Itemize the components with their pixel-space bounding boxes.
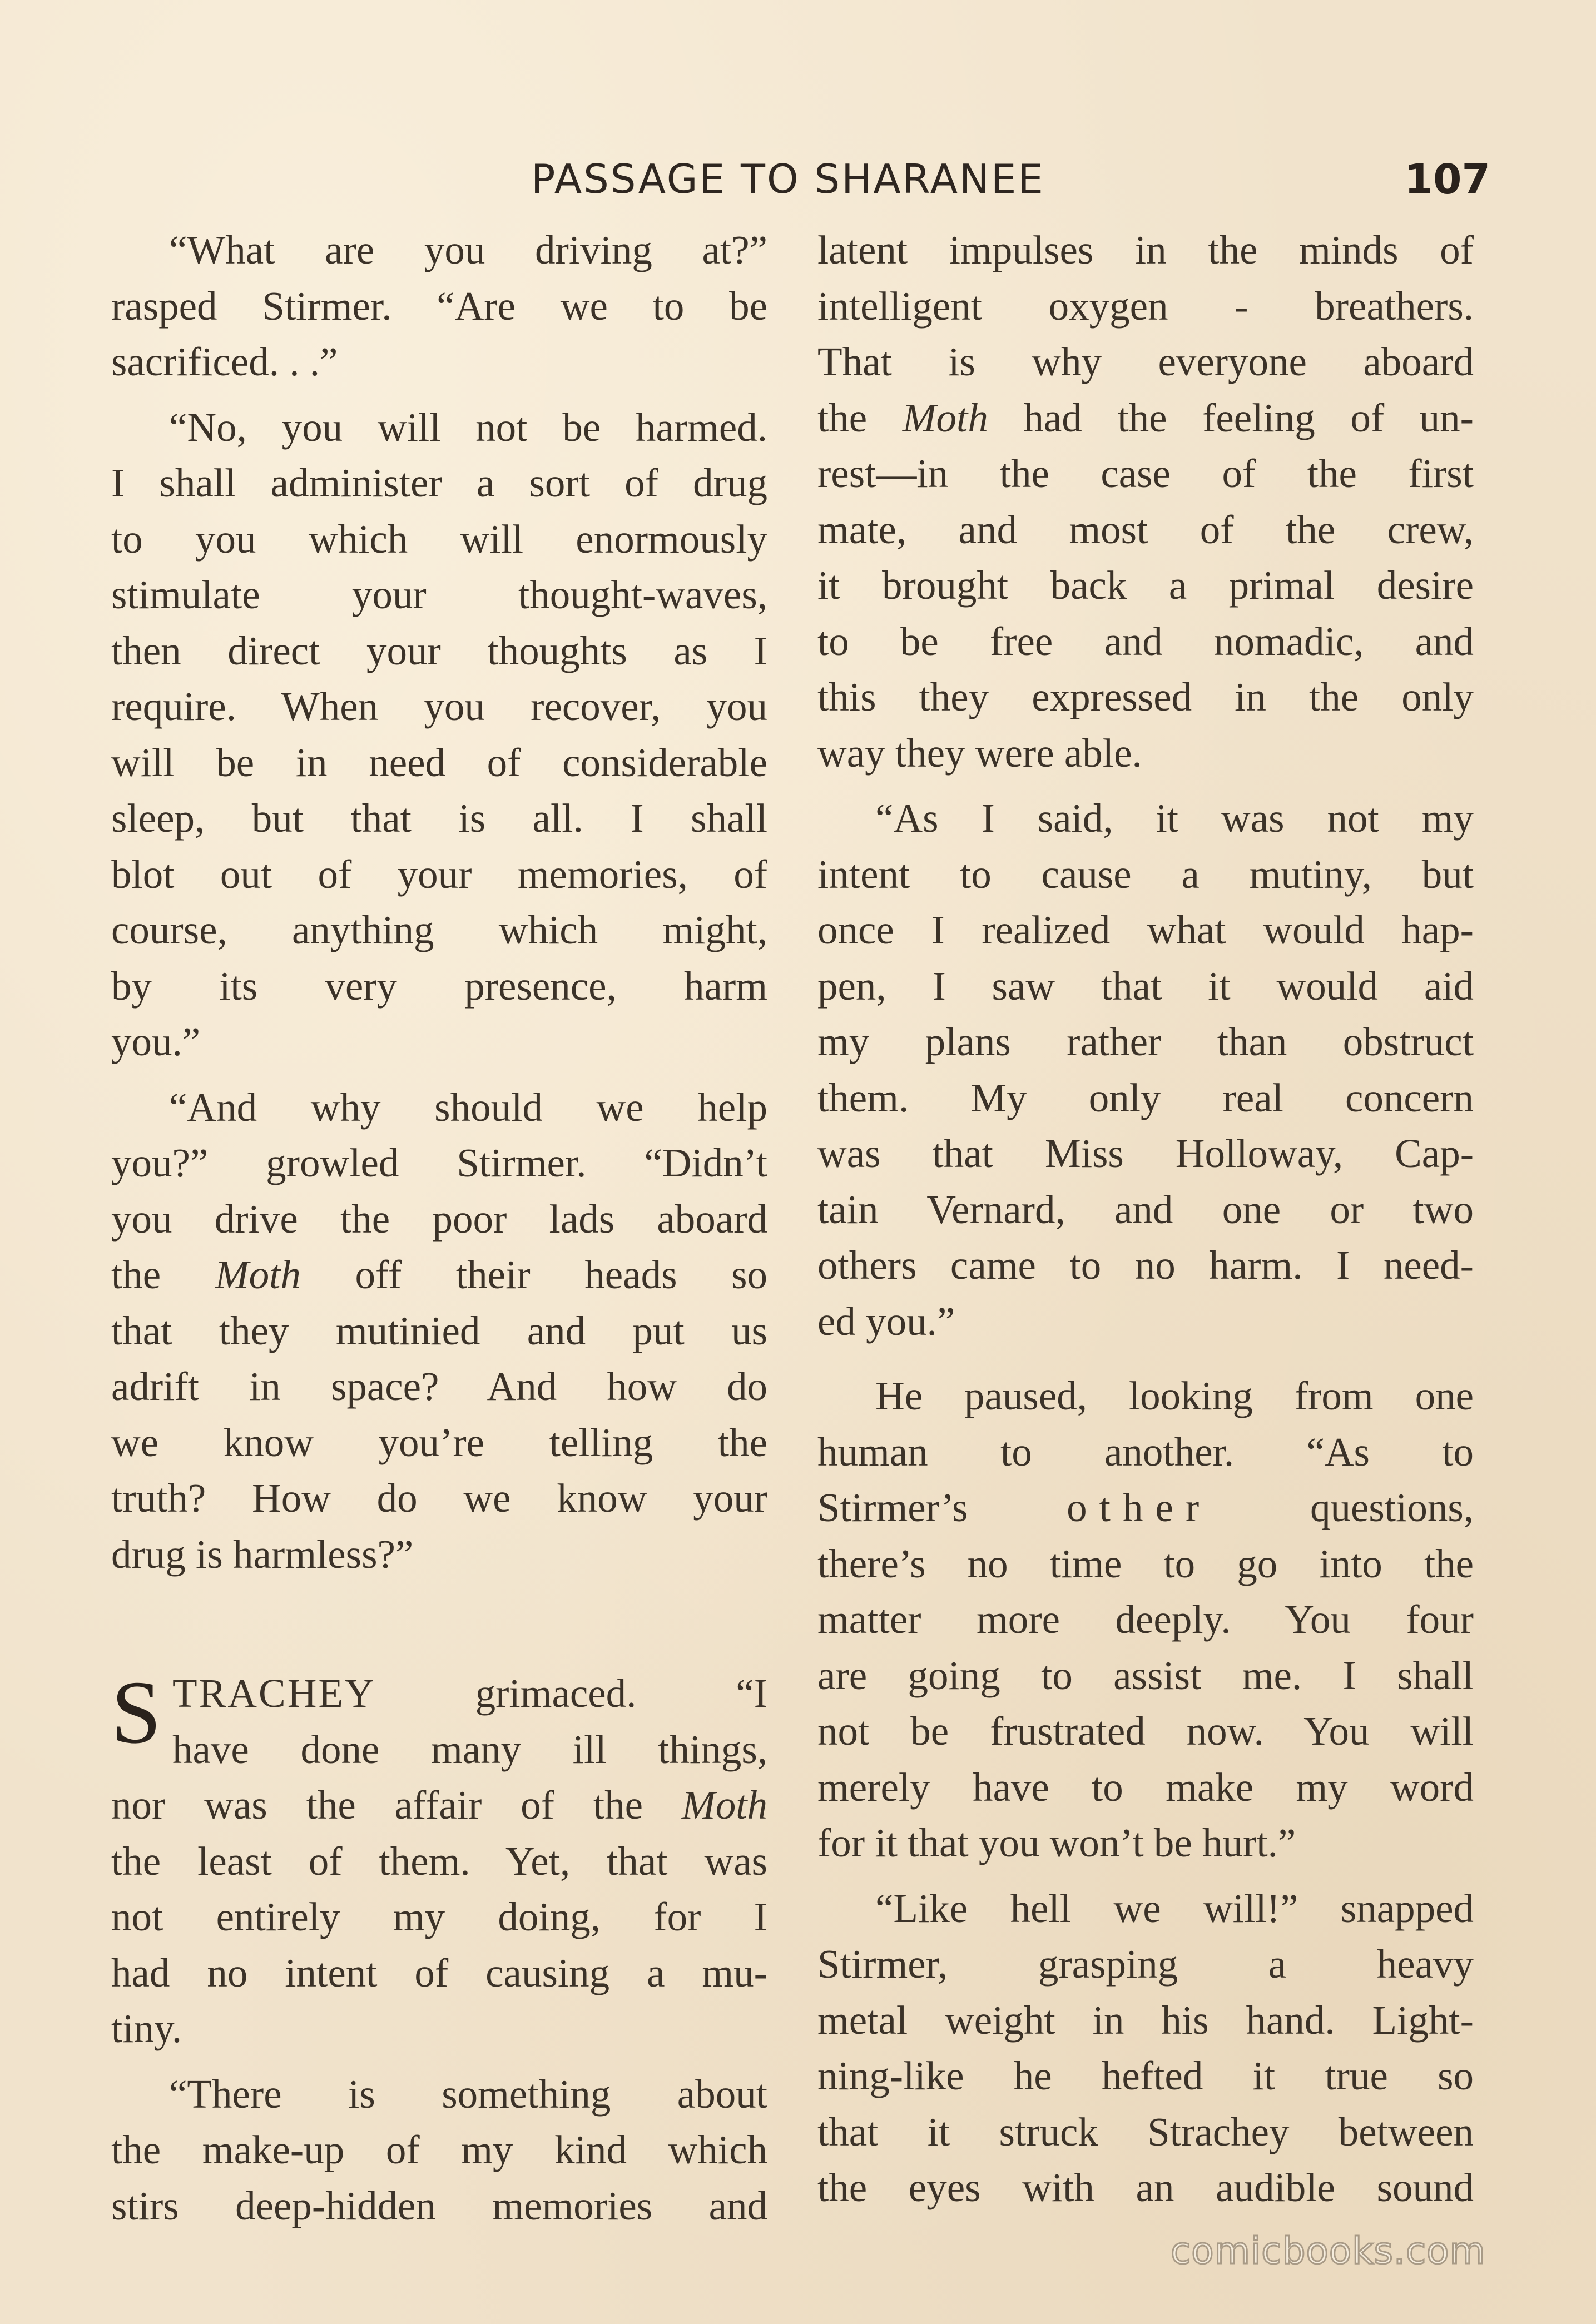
text-line: “No, you will not be harmed. bbox=[169, 404, 767, 450]
paragraph bbox=[817, 791, 1474, 1349]
text-line bbox=[817, 1480, 1474, 1536]
text-line: this they expressed in the only bbox=[817, 674, 1474, 719]
text-line: human to another. “As to bbox=[817, 1429, 1474, 1474]
text-line: “And why should we help bbox=[169, 1084, 767, 1130]
text-line: “Like hell we will!” snapped bbox=[875, 1885, 1474, 1931]
text-line: ed you.” bbox=[817, 1298, 955, 1344]
text-line: once I realized what would hap- bbox=[817, 907, 1474, 952]
paragraph bbox=[111, 1080, 767, 1583]
text-span: had the feeling of un- bbox=[988, 395, 1474, 440]
text-line: the least of them. Yet, that was bbox=[111, 1838, 767, 1884]
left-column bbox=[111, 222, 767, 2234]
text-line: are going to assist me. I shall bbox=[817, 1652, 1474, 1698]
text-span: nor was the affair of the bbox=[111, 1782, 682, 1828]
running-header bbox=[111, 150, 1490, 211]
text-span: off their heads so bbox=[300, 1252, 767, 1297]
text-line: stirs deep-hidden memories and bbox=[111, 2183, 767, 2228]
text-line: way they were able. bbox=[817, 730, 1142, 776]
text-line: had no intent of causing a mu- bbox=[111, 1950, 767, 1995]
ship-name: Moth bbox=[215, 1252, 301, 1297]
text-line: have done many ill things, bbox=[172, 1726, 767, 1772]
text-line bbox=[111, 1247, 767, 1303]
text-line: not be frustrated now. You will bbox=[817, 1709, 1474, 1754]
text-line: to be free and nomadic, and bbox=[817, 618, 1474, 664]
text-line: you drive the poor lads aboard bbox=[111, 1196, 767, 1242]
text-line: “As I said, it was not my bbox=[875, 796, 1474, 841]
text-line: truth? How do we know your bbox=[111, 1476, 767, 1521]
text-line: that they mutinied and put us bbox=[111, 1308, 767, 1353]
text-line: stimulate your thought-waves, bbox=[111, 572, 767, 617]
text-line: not entirely my doing, for I bbox=[111, 1894, 767, 1939]
text-line bbox=[111, 1777, 767, 1834]
text-line: intelligent oxygen - breathers. bbox=[817, 283, 1474, 329]
text-line: sacrificed. . .” bbox=[111, 339, 338, 384]
text-line: latent impulses in the minds of bbox=[817, 227, 1474, 272]
text-line: course, anything which might, bbox=[111, 907, 767, 952]
text-line: it brought back a primal desire bbox=[817, 563, 1474, 608]
text-line: Stirmer, grasping a heavy bbox=[817, 1941, 1474, 1987]
paragraph bbox=[817, 1368, 1474, 1871]
text-span: TRACHEY bbox=[172, 1671, 376, 1716]
text-line: rest—in the case of the first bbox=[817, 451, 1474, 496]
text-line: “What are you driving at?” bbox=[169, 227, 767, 272]
ship-name: Moth bbox=[681, 1782, 767, 1828]
text-line: rasped Stirmer. “Are we to be bbox=[111, 283, 767, 329]
text-line: for it that you won’t be hurt.” bbox=[817, 1820, 1296, 1865]
text-line: drug is harmless?” bbox=[111, 1531, 414, 1577]
running-title: PASSAGE TO SHARANEE bbox=[531, 156, 1045, 202]
text-span: grimaced. “I bbox=[375, 1671, 767, 1716]
text-span: questions, bbox=[1211, 1485, 1474, 1530]
text-line: tiny. bbox=[111, 2006, 182, 2051]
text-span: Stirmer’s bbox=[817, 1485, 1067, 1530]
emphasis-spaced: other bbox=[1067, 1485, 1212, 1530]
text-line: intent to cause a mutiny, but bbox=[817, 851, 1474, 897]
text-line: will be in need of considerable bbox=[111, 739, 767, 785]
text-line: That is why everyone aboard bbox=[817, 339, 1474, 384]
text-line: tain Vernard, and one or two bbox=[817, 1186, 1474, 1232]
text-line: you?” growled Stirmer. “Didn’t bbox=[111, 1140, 767, 1185]
text-line: mate, and most of the crew, bbox=[817, 506, 1474, 552]
text-line bbox=[817, 390, 1474, 446]
paragraph bbox=[111, 1663, 767, 2057]
text-line: others came to no harm. I need- bbox=[817, 1243, 1474, 1288]
text-line: ning-like he hefted it true so bbox=[817, 2053, 1474, 2098]
text-line: I shall administer a sort of drug bbox=[111, 460, 767, 505]
paragraph bbox=[111, 400, 767, 1070]
drop-cap: S bbox=[111, 1663, 162, 1762]
paragraph bbox=[817, 1881, 1474, 2216]
watermark: comicbooks.com bbox=[1171, 2229, 1486, 2272]
text-line: the eyes with an audible sound bbox=[817, 2165, 1474, 2210]
text-line: there’s no time to go into the bbox=[817, 1541, 1474, 1586]
text-line: “There is something about bbox=[169, 2071, 767, 2117]
paragraph bbox=[111, 222, 767, 390]
paragraph bbox=[817, 222, 1474, 781]
text-line: merely have to make my word bbox=[817, 1764, 1474, 1810]
text-line: you.” bbox=[111, 1019, 201, 1064]
paragraph bbox=[111, 2067, 767, 2234]
text-line: that it struck Strachey between bbox=[817, 2109, 1474, 2154]
text-line: He paused, looking from one bbox=[875, 1373, 1474, 1418]
ship-name: Moth bbox=[902, 395, 988, 440]
text-line: we know you’re telling the bbox=[111, 1419, 767, 1465]
page-number: 107 bbox=[1404, 156, 1490, 203]
text-line: pen, I saw that it would aid bbox=[817, 963, 1474, 1009]
text-line: to you which will enormously bbox=[111, 516, 767, 562]
text-span: the bbox=[817, 395, 903, 440]
text-line: then direct your thoughts as I bbox=[111, 628, 767, 673]
right-column bbox=[817, 222, 1474, 2216]
text-line: adrift in space? And how do bbox=[111, 1364, 767, 1409]
text-line: them. My only real concern bbox=[817, 1075, 1474, 1120]
text-span: the bbox=[111, 1252, 215, 1297]
text-line: the make-up of my kind which bbox=[111, 2127, 767, 2172]
text-line bbox=[111, 1666, 767, 1722]
text-line: matter more deeply. You four bbox=[817, 1597, 1474, 1642]
text-line: by its very presence, harm bbox=[111, 963, 767, 1009]
text-line: blot out of your memories, of bbox=[111, 851, 767, 897]
text-line: was that Miss Holloway, Cap- bbox=[817, 1131, 1474, 1176]
text-line: sleep, but that is all. I shall bbox=[111, 796, 767, 841]
text-line: my plans rather than obstruct bbox=[817, 1019, 1474, 1064]
text-line: metal weight in his hand. Light- bbox=[817, 1997, 1474, 2043]
text-line: require. When you recover, you bbox=[111, 684, 767, 729]
